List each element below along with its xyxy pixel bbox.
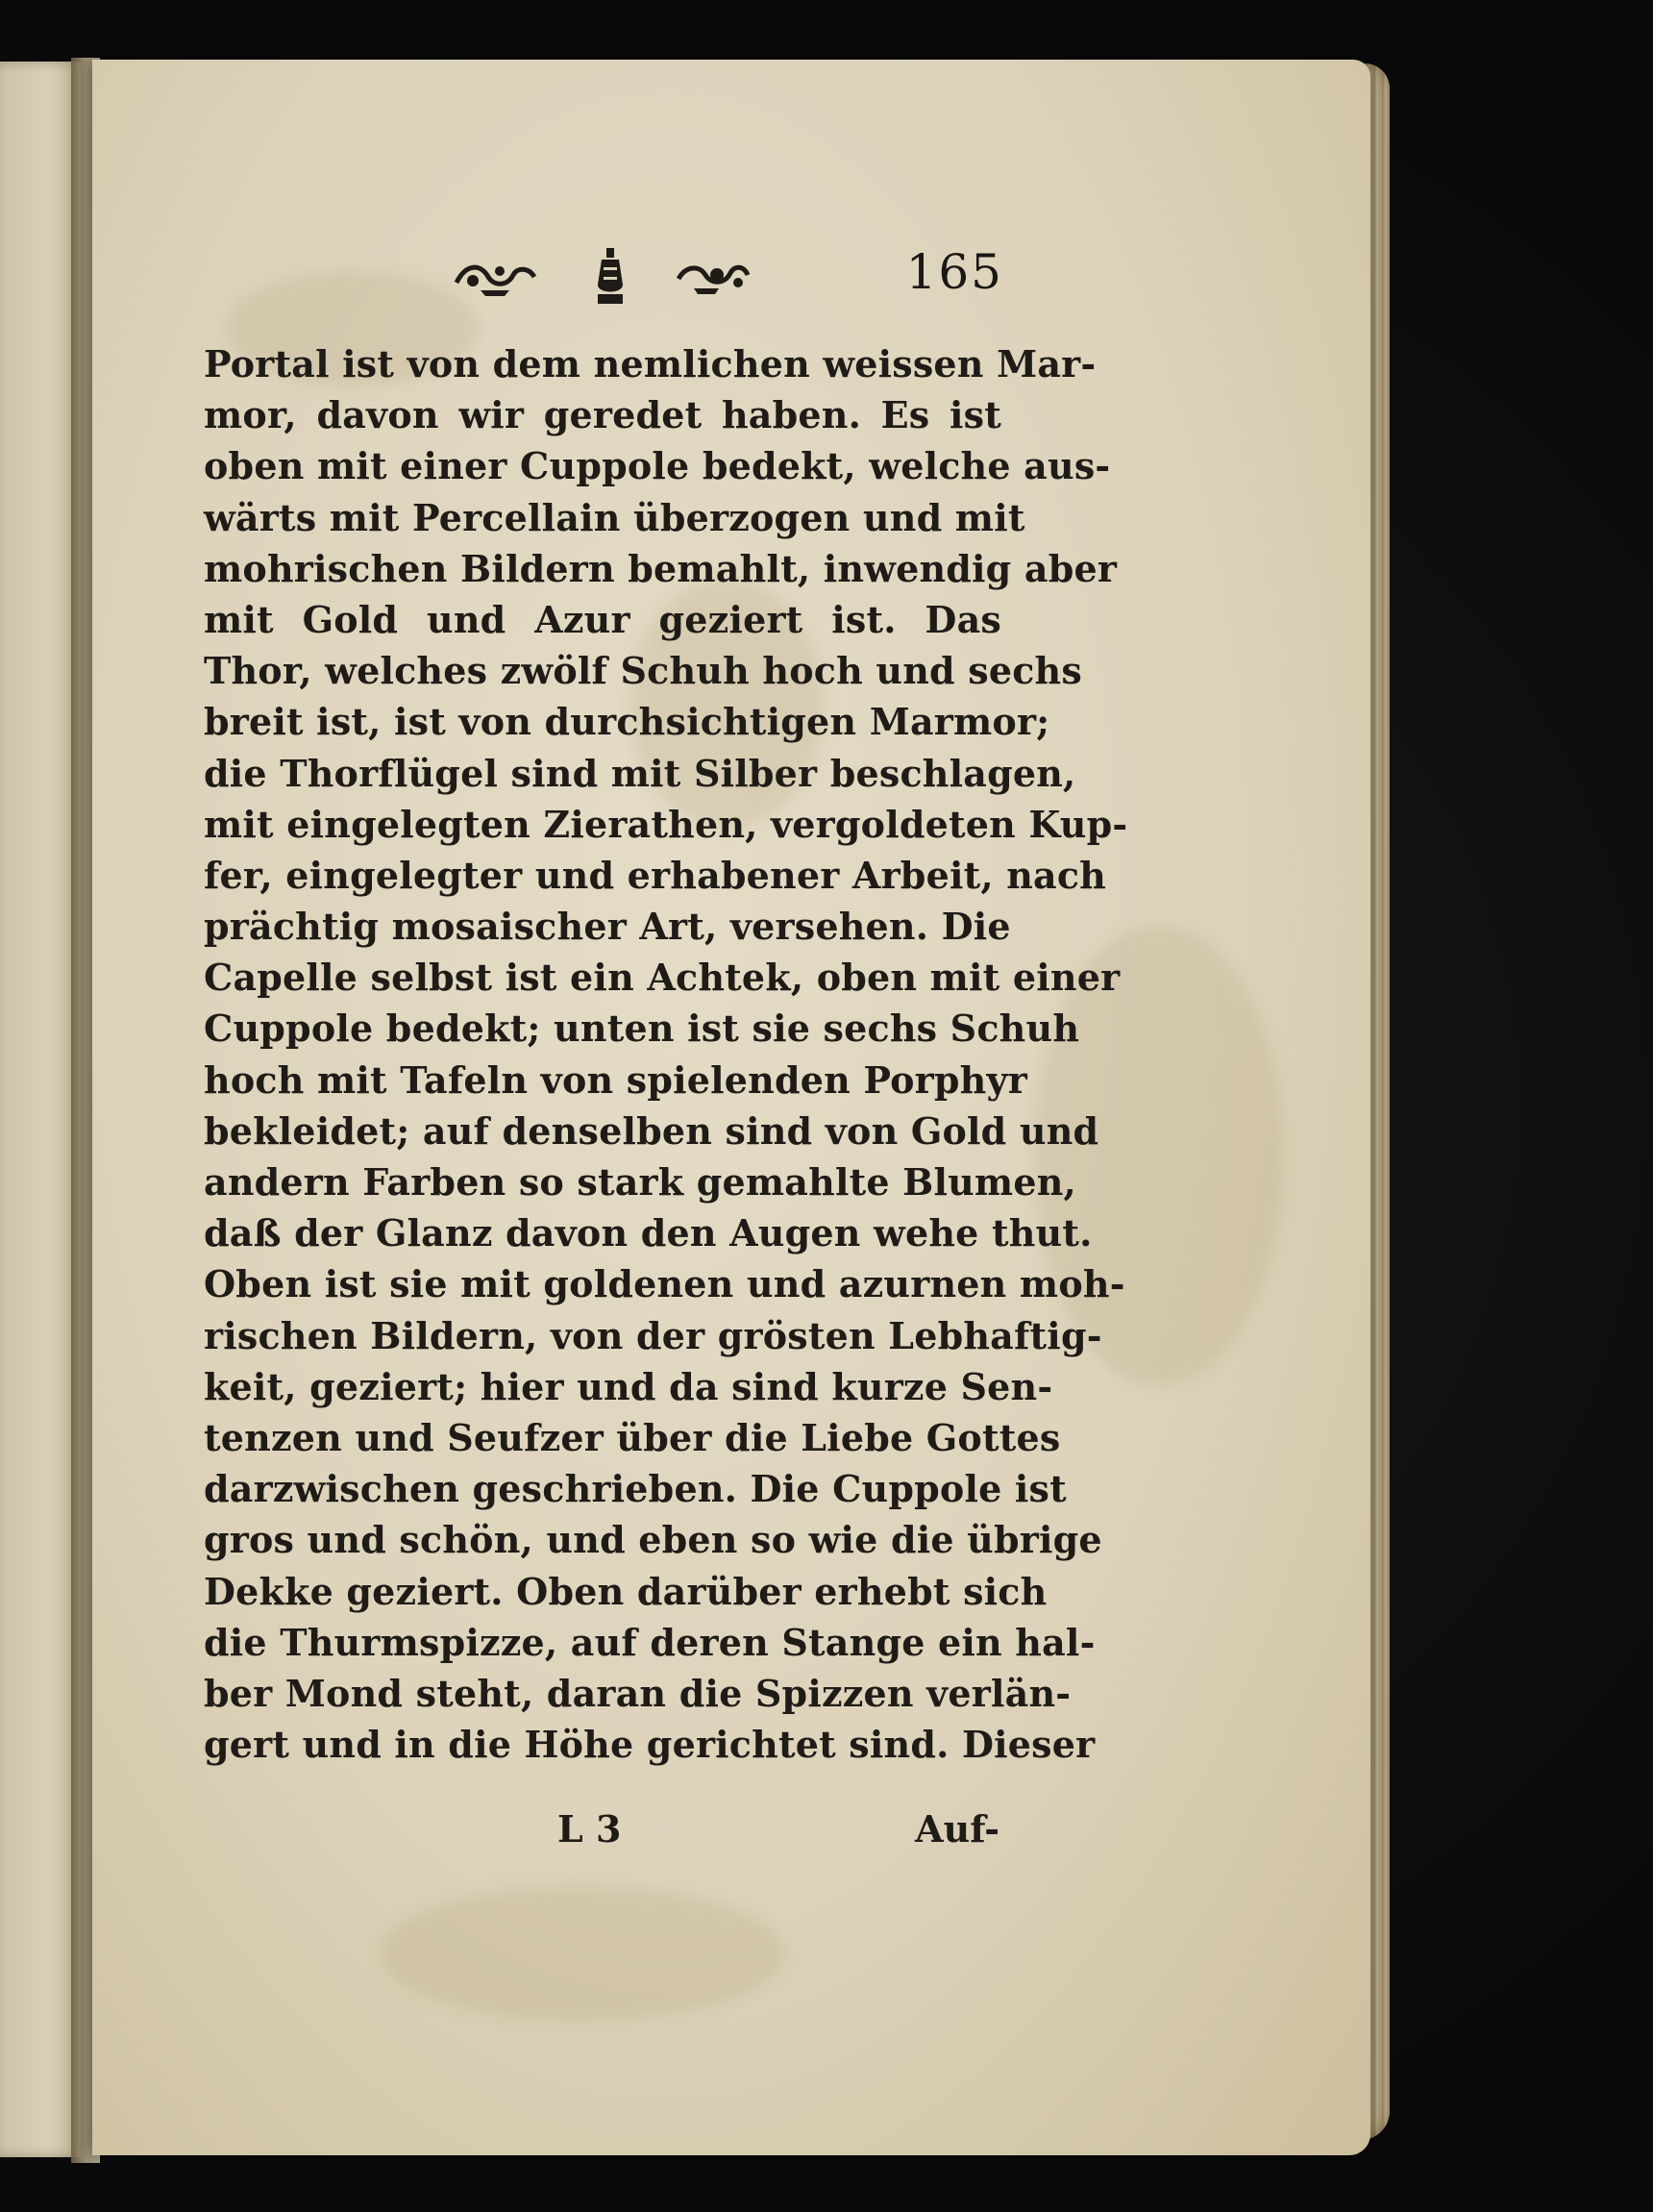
text-line: mit Gold und Azur geziert ist. Das <box>204 597 1001 641</box>
text-line: mohrischen Bildern bemahlt, inwendig aber <box>204 546 1118 590</box>
floral-ornament-icon <box>675 254 752 302</box>
text-line: hoch mit Tafeln von spielenden Porphyr <box>204 1057 1027 1102</box>
text-line: Dekke geziert. Oben darüber erhebt sich <box>204 1569 1048 1613</box>
text-line: Portal ist von dem nemlichen weissen Mar- <box>204 342 1097 385</box>
text-line: bekleidet; auf denselben sind von Gold und <box>204 1108 1099 1153</box>
text-line: andern Farben so stark gemahlte Blumen, <box>204 1160 1076 1204</box>
text-line: fer, eingelegter und erhabener Arbeit, nach <box>204 853 1107 897</box>
text-line: breit ist, ist von durchsichtigen Marmor; <box>204 700 1050 744</box>
text-line: die Thurmspizze, auf deren Stange ein hal- <box>204 1620 1096 1664</box>
text-line: Capelle selbst ist ein Achtek, oben mit einer <box>204 956 1121 1000</box>
page-number: 165 <box>905 244 1003 300</box>
text-line: Thor, welches zwölf Schuh hoch und sechs <box>204 649 1082 693</box>
text-line: Oben ist sie mit goldenen und azurnen moh- <box>204 1262 1125 1306</box>
text-line: ber Mond steht, daran die Spizzen verlän- <box>204 1671 1072 1715</box>
previous-page-edge <box>0 62 81 2157</box>
text-line: Cuppole bedekt; unten ist sie sechs Schuh <box>204 1007 1080 1051</box>
text-line: gros und schön, und eben so wie die übrige <box>204 1518 1102 1562</box>
vase-ornament-icon <box>594 246 627 306</box>
text-line: gert und in die Höhe gerichtet sind. Dieser <box>204 1723 1096 1767</box>
paper-stain <box>381 1886 784 2021</box>
text-line: oben mit einer Cuppole bedekt, welche aus- <box>204 444 1111 488</box>
floral-ornament-icon <box>452 254 538 302</box>
text-line: mit eingelegten Zierathen, vergoldeten Kup- <box>204 802 1128 846</box>
page-footer <box>538 1807 999 1865</box>
text-line: mor, davon wir geredet haben. Es ist <box>204 393 1001 437</box>
signature-mark: L 3 <box>557 1807 622 1851</box>
catchword: Auf- <box>915 1807 999 1851</box>
text-line: prächtig mosaischer Art, versehen. Die <box>204 905 1011 949</box>
text-line: daß der Glanz davon den Augen wehe thut. <box>204 1211 1093 1255</box>
text-line: wärts mit Percellain überzogen und mit <box>204 495 1025 539</box>
text-line: die Thorflügel sind mit Silber beschlagen, <box>204 751 1076 795</box>
text-line: rischen Bildern, von der grösten Lebhaftig- <box>204 1313 1102 1357</box>
text-line: darzwischen geschrieben. Die Cuppole ist <box>204 1467 1067 1511</box>
text-line: tenzen und Seufzer über die Liebe Gottes <box>204 1415 1061 1459</box>
text-line: keit, geziert; hier und da sind kurze Sen- <box>204 1364 1053 1408</box>
running-head <box>452 244 1009 315</box>
body-text <box>204 338 1128 1770</box>
